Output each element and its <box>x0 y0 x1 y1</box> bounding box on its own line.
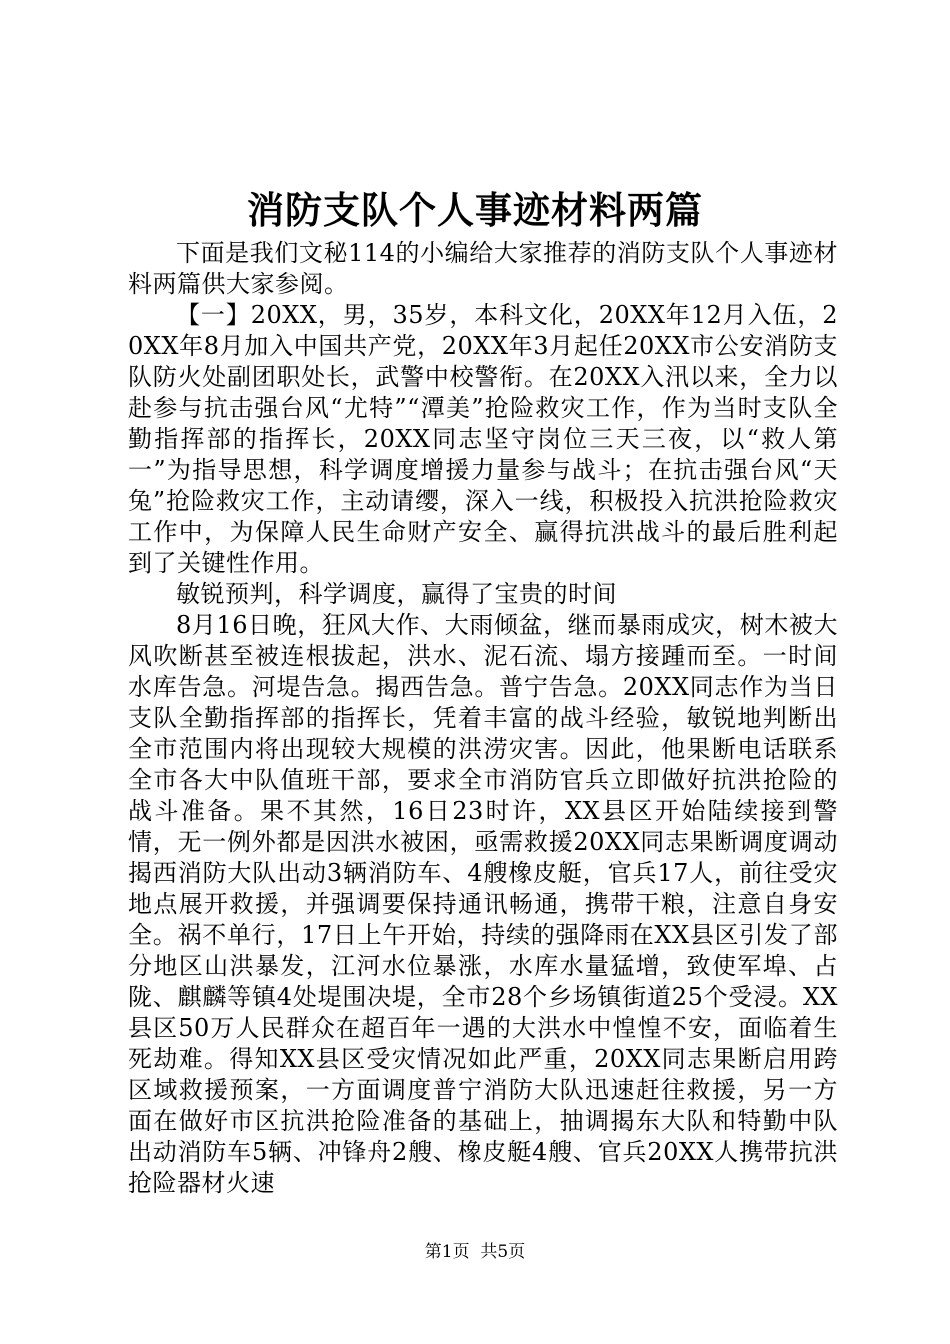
section-heading: 敏锐预判，科学调度，赢得了宝贵的时间 <box>176 580 617 608</box>
paragraph-narrative: 8月16日晚，狂风大作、大雨倾盆，继而暴雨成灾，树木被大风吹断甚至被连根拔起，洪水、泥石流、塌方接踵而至。一时间水库告急。河堤告急。揭西告急。普宁告急。20XX同志作为当日支队全勤指挥部的指挥长，凭着丰富的战斗经验，敏锐地判断出全市范围内将出现较大规模的洪涝灾害。因此，他果断电话联系全市各大中队值班干部，要求全市消防官兵立即做好抗洪抢险的战斗准备。果不其然，16日23时许，XX县区开始陆续接到警情，无一例外都是因洪水被困，亟需救援20XX同志果断调度调动揭西消防大队出动3辆消防车、4艘橡皮艇，官兵17人，前往受灾地点展开救援，并强调要保持通讯畅通，携带干粮，注意自身安全。祸不单行，17日上午开始，持续的强降雨在XX县区引发了部分地区山洪暴发，江河水位暴涨，水库水量猛增，致使军埠、占陇、麒麟等镇4处堤围决堤，全市28个乡场镇街道25个受浸。XX县区50万人民群众在超百年一遇的大洪水中惶惶不安，面临着生死劫难。得知XX县区受灾情况如此严重，20XX同志果断启用跨区域救援预案，一方面调度普宁消防大队迅速赶往救援，另一方面在做好市区抗洪抢险准备的基础上，抽调揭东大队和特勤中队出动消防车5辆、冲锋舟2艘、橡皮艇4艘、官兵20XX人携带抗洪抢险器材火速 <box>128 611 838 1197</box>
paragraph-profile: 【一】20XX，男，35岁，本科文化，20XX年12月入伍，20XX年8月加入中国共产党，20XX年3月起任20XX市公安消防支队防火处副团职处长，武警中校警衔。在20XX入汛以来，全力以赴参与抗击强台风“尤特”“潭美”抢险救灾工作，作为当时支队全勤指挥部的指挥长，20XX同志坚守岗位三天三夜，以“救人第一”为指导思想，科学调度增援力量参与战斗；在抗击强台风“天兔”抢险救灾工作，主动请缨，深入一线，积极投入抗洪抢险救灾工作中，为保障人民生命财产安全、赢得抗洪战斗的最后胜利起到了关键性作用。 <box>128 301 838 577</box>
paragraph-intro: 下面是我们文秘114的小编给大家推荐的消防支队个人事迹材料两篇供大家参阅。 <box>128 239 838 298</box>
document-title: 消防支队个人事迹材料两篇 <box>247 188 703 232</box>
page-number-footer: 第1页 共5页 <box>424 1242 526 1262</box>
document-body <box>128 238 838 1199</box>
